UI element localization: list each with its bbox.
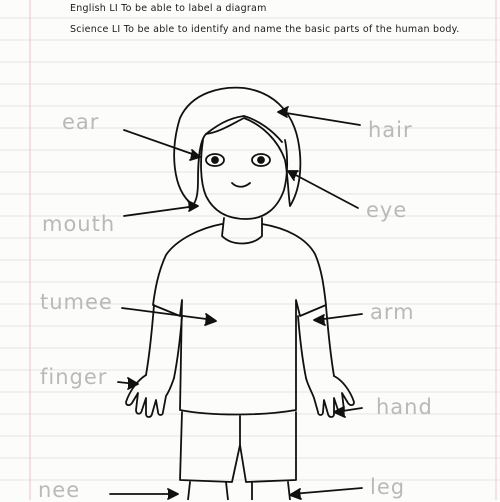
face-outline [201,140,287,219]
hair-outline [174,88,300,206]
label-hair: hair [368,118,413,142]
label-hand: hand [376,395,433,419]
label-mouth: mouth [42,212,116,236]
label-ear: ear [62,110,100,134]
label-arm: arm [370,300,415,324]
tshirt-outline [153,224,326,415]
science-learning-intention: Science LI To be able to identify and name the basic parts of the human body. [70,24,460,35]
legs [188,482,290,500]
label-leg: leg [370,475,406,499]
label-tummy: tumee [40,290,113,314]
mouth-outline [232,183,250,187]
english-learning-intention: English LI To be able to label a diagram [70,3,267,14]
label-arrows [110,107,362,499]
label-finger: finger [40,365,108,389]
label-eye: eye [366,198,408,222]
shorts-outline [180,412,296,482]
neck [222,218,262,244]
right-arm [298,306,334,378]
label-knee: nee [38,478,81,502]
